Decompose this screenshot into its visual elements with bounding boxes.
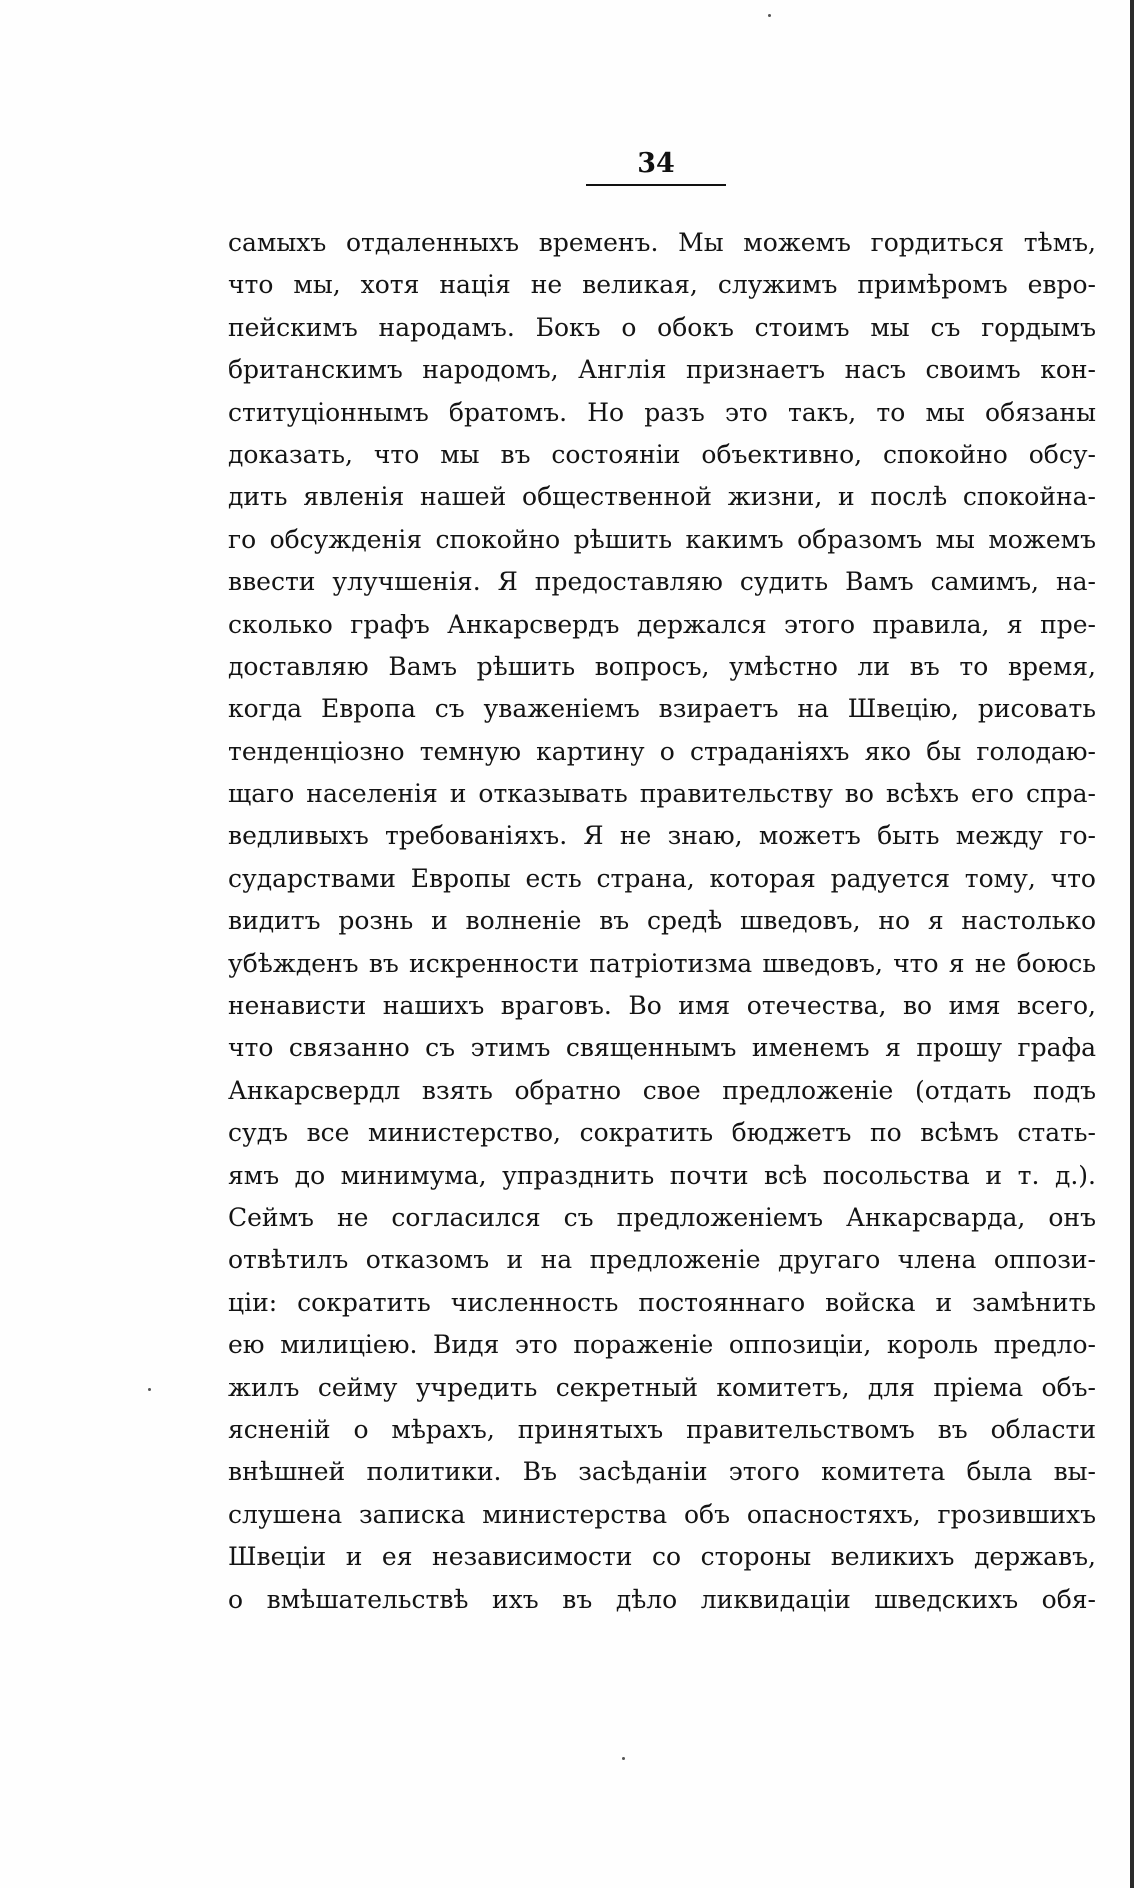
text-line: сколько графъ Анкарсвердъ держался этого правила, я пре- [228, 609, 1096, 639]
text-line: ціи: сократить численность постояннаго войска и замѣнить [228, 1287, 1096, 1317]
text-line: Анкарсвердл взять обратно свое предложеніе (отдать подъ [228, 1075, 1096, 1105]
text-line: когда Европа съ уваженіемъ взираетъ на Швецію, рисовать [228, 694, 1096, 724]
text-line: убѣжденъ въ искренности патріотизма шведовъ, что я не боюсь [228, 948, 1096, 978]
page-number-underline [586, 184, 726, 186]
text-line: судъ все министерство, сократить бюджетъ по всѣмъ стать- [228, 1118, 1096, 1148]
text-line: ведливыхъ требованіяхъ. Я не знаю, можетъ быть между го- [228, 821, 1096, 851]
text-line: что связанно съ этимъ священнымъ именемъ я прошу графа [228, 1033, 1096, 1063]
text-line: ввести улучшенія. Я предоставляю судить Вамъ самимъ, на- [228, 567, 1096, 597]
text-line: пейскимъ народамъ. Бокъ о обокъ стоимъ мы съ гордымъ [228, 312, 1096, 342]
text-line: доказать, что мы въ состояніи объективно, спокойно обсу- [228, 439, 1096, 469]
text-line: дить явленія нашей общественной жизни, и послѣ спокойна- [228, 482, 1096, 512]
text-line: слушена записка министерства объ опасностяхъ, грозившихъ [228, 1499, 1096, 1529]
text-line: Сеймъ не согласился съ предложеніемъ Анкарсварда, онъ [228, 1202, 1096, 1232]
text-line: тенденціозно темную картину о страданіяхъ яко бы голодаю- [228, 736, 1096, 766]
text-line: ституціоннымъ братомъ. Но разъ это такъ, то мы обязаны [228, 397, 1096, 427]
text-line: ясненій о мѣрахъ, принятыхъ правительствомъ въ области [228, 1414, 1096, 1444]
text-line: Швеціи и ея независимости со стороны великихъ державъ, [228, 1542, 1096, 1572]
text-line: самыхъ отдаленныхъ временъ. Мы можемъ гордиться тѣмъ, [228, 228, 1096, 257]
text-line: ненависти нашихъ враговъ. Во имя отечества, во имя всего, [228, 991, 1096, 1021]
text-line: жилъ сейму учредить секретный комитетъ, для пріема объ- [228, 1372, 1096, 1402]
scan-speck [768, 14, 771, 17]
scan-speck [622, 1757, 625, 1760]
text-line: сударствами Европы есть страна, которая радуется тому, что [228, 863, 1096, 893]
text-line: ею милиціею. Видя это пораженіе оппозиціи, король предло- [228, 1330, 1096, 1360]
body-text [228, 222, 1096, 1621]
scan-edge-shadow [1130, 0, 1134, 1888]
text-line: ямъ до минимума, упразднить почти всѣ посольства и т. д.). [228, 1160, 1096, 1190]
text-line: го обсужденія спокойно рѣшить какимъ образомъ мы можемъ [228, 524, 1096, 554]
text-line: внѣшней политики. Въ засѣданіи этого комитета была вы- [228, 1457, 1096, 1487]
text-line: отвѣтилъ отказомъ и на предложеніе другаго члена оппози- [228, 1245, 1096, 1275]
text-line: что мы, хотя нація не великая, служимъ примѣромъ евро- [228, 270, 1096, 300]
text-line: щаго населенія и отказывать правительству во всѣхъ его спра- [228, 779, 1096, 809]
text-line: доставляю Вамъ рѣшить вопросъ, умѣстно ли въ то время, [228, 651, 1096, 681]
text-line: видитъ рознь и волненіе въ средѣ шведовъ, но я настолько [228, 906, 1096, 936]
scan-speck [148, 1388, 151, 1391]
text-line: британскимъ народомъ, Англія признаетъ насъ своимъ кон- [228, 355, 1096, 385]
page-number: 34 [637, 148, 675, 179]
text-line: о вмѣшательствѣ ихъ въ дѣло ликвидаціи шведскихъ обя- [228, 1584, 1096, 1614]
